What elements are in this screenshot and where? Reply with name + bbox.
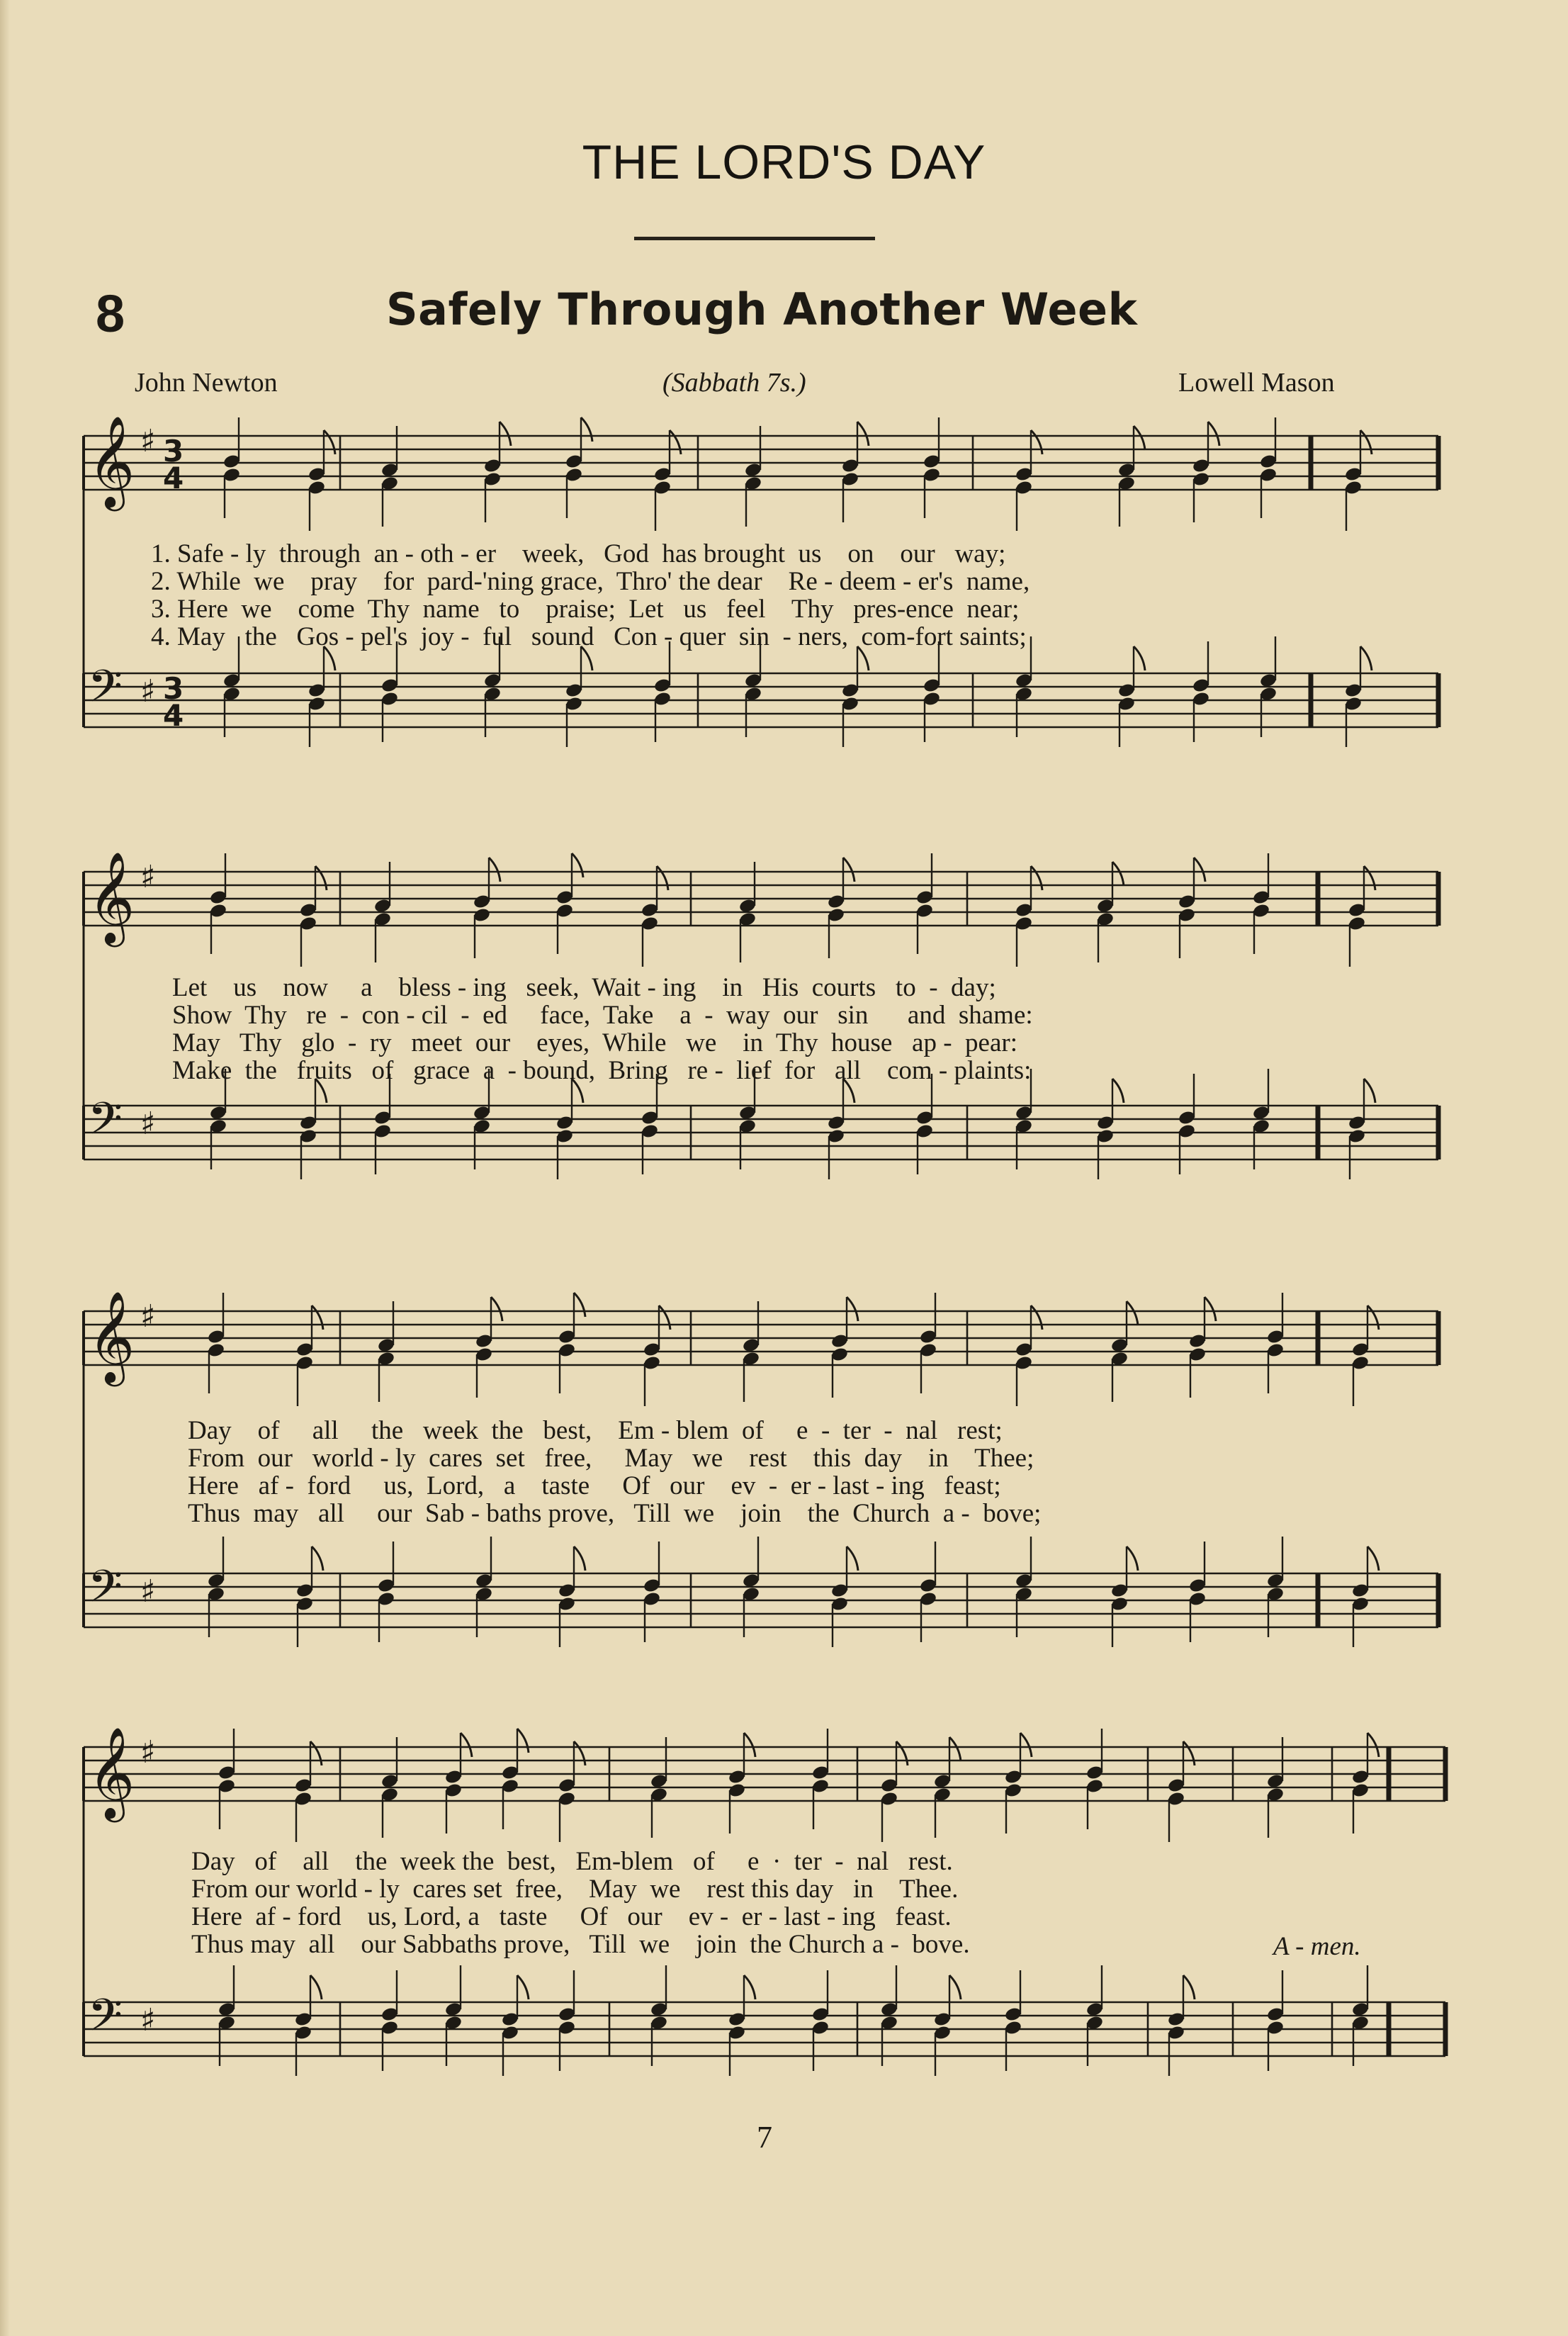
note-flag (574, 1741, 585, 1765)
note-flag (949, 1975, 961, 1999)
treble-clef-icon: 𝄞 (88, 1726, 135, 1819)
treble-clef-icon: 𝄞 (88, 1291, 135, 1383)
sharp-icon: ♯ (140, 673, 156, 709)
lyrics-verse-4: 4. May the Gos - pel's joy - ful sound Con - quer sin - ners, com-fort saints; (151, 622, 1027, 651)
lyrics-verse-4: Make the fruits of grace a - bound, Bring re - lief for all com - plaints: (172, 1056, 1032, 1085)
note-flag (572, 853, 583, 877)
note-flag (1183, 1741, 1195, 1765)
time-signature: 3 (163, 434, 184, 468)
lyrics-verse-3: Here af - ford us, Lord, a taste Of our ev - er - last - ing feast; (188, 1471, 1001, 1500)
note-flag (581, 417, 592, 442)
note-flag (461, 1733, 472, 1757)
lyrics-verse-3: May Thy glo - ry meet our eyes, While we in Thy house ap - pear: (172, 1028, 1017, 1057)
lyrics-verse-4: Thus may all our Sab - baths prove, Till we join the Church a - bove; (188, 1499, 1042, 1528)
treble-staff (84, 415, 1438, 531)
note-flag (500, 422, 511, 446)
bass-staff (84, 636, 1438, 747)
lyrics-verse-2: From our world - ly cares set free, May we rest this day in Thee. (191, 1875, 959, 1904)
note-flag (1031, 866, 1042, 890)
sharp-icon: ♯ (140, 1106, 156, 1142)
note-flag (517, 1975, 529, 1999)
bass-clef-icon: 𝄢 (88, 1092, 123, 1155)
title-divider (634, 237, 875, 240)
treble-staff (84, 1291, 1438, 1406)
note-flag (1127, 1301, 1138, 1325)
note-flag (847, 1546, 858, 1571)
note-flag (312, 1546, 323, 1571)
note-flag (1364, 866, 1375, 890)
author-credit: John Newton (135, 368, 278, 398)
note-flag (1031, 1305, 1042, 1330)
note-flag (324, 430, 335, 454)
lyrics-verse-3: 3. Here we come Thy name to praise; Let us feel Thy pres-ence near; (151, 595, 1020, 624)
note-flag (1031, 430, 1042, 454)
lyrics-verse-1: Let us now a bless - ing seek, Wait - ing in His courts to - day; (172, 973, 996, 1002)
note-flag (1112, 862, 1124, 886)
note-flag (744, 1975, 755, 1999)
note-flag (657, 866, 668, 890)
lyrics-verse-2: From our world - ly cares set free, May we rest this day in Thee; (188, 1444, 1034, 1473)
treble-clef-icon: 𝄞 (88, 851, 135, 943)
note-flag (1367, 1305, 1379, 1330)
sharp-icon: ♯ (140, 1573, 156, 1610)
sharp-icon: ♯ (140, 2002, 156, 2038)
note-flag (1183, 1975, 1195, 1999)
note-flag (310, 1741, 322, 1765)
amen-text: A - men. (1273, 1932, 1361, 1961)
treble-staff (84, 851, 1438, 967)
music-system-3 (0, 1276, 1568, 1658)
lyrics-verse-1: Day of all the week the best, Em-blem of e · ter - nal rest. (191, 1847, 953, 1876)
note-flag (857, 422, 869, 446)
hymn-title: Safely Through Another Week (386, 283, 1138, 335)
note-flag (1367, 1733, 1379, 1757)
note-flag (1134, 426, 1145, 450)
note-flag (489, 858, 500, 882)
bass-clef-icon: 𝄢 (88, 660, 123, 723)
bass-clef-icon: 𝄢 (88, 1989, 123, 2052)
sharp-icon: ♯ (140, 1734, 156, 1770)
note-flag (312, 1305, 323, 1330)
note-flag (1360, 430, 1372, 454)
sharp-icon: ♯ (140, 1298, 156, 1335)
note-flag (843, 858, 854, 882)
note-flag (517, 1729, 529, 1753)
hymn-number: 8 (96, 284, 125, 343)
note-flag (315, 866, 327, 890)
lyrics-verse-1: Day of all the week the best, Em - blem of e - ter - nal rest; (188, 1416, 1003, 1445)
note-flag (1205, 1297, 1216, 1321)
note-flag (949, 1737, 961, 1761)
note-flag (1134, 646, 1145, 670)
lyrics-verse-2: 2. While we pray for pard-'ning grace, Thro' the dear Re - deem - er's name, (151, 567, 1030, 596)
time-signature: 3 (163, 671, 184, 706)
bass-staff (84, 1537, 1438, 1647)
lyrics-verse-1: 1. Safe - ly through an - oth - er week, God has brought us on our way; (151, 539, 1006, 568)
note-flag (1127, 1546, 1138, 1571)
treble-clef-icon: 𝄞 (88, 415, 135, 507)
music-system-1 (0, 411, 1568, 765)
note-flag (896, 1741, 908, 1765)
note-flag (1367, 1546, 1379, 1571)
note-flag (491, 1297, 502, 1321)
tune-name: (Sabbath 7s.) (662, 368, 806, 398)
bass-clef-icon: 𝄢 (88, 1560, 123, 1623)
note-flag (659, 1305, 670, 1330)
section-title: THE LORD'S DAY (582, 135, 986, 189)
composer-credit: Lowell Mason (1178, 368, 1335, 398)
lyrics-verse-4: Thus may all our Sabbaths prove, Till we join the Church a - bove. (191, 1930, 970, 1959)
note-flag (847, 1297, 858, 1321)
note-flag (1020, 1733, 1032, 1757)
sharp-icon: ♯ (140, 859, 156, 895)
time-signature: 4 (163, 461, 184, 495)
music-system-4 (0, 1708, 1568, 2112)
time-signature: 4 (163, 698, 184, 733)
note-flag (744, 1733, 755, 1757)
note-flag (310, 1975, 322, 1999)
note-flag (574, 1293, 585, 1317)
bass-staff (84, 1069, 1438, 1179)
note-flag (1364, 1079, 1375, 1103)
note-flag (1112, 1079, 1124, 1103)
treble-staff (84, 1726, 1445, 1842)
note-flag (670, 430, 681, 454)
note-flag (1208, 422, 1219, 446)
note-flag (1360, 646, 1372, 670)
bass-staff (84, 1965, 1445, 2076)
page-number: 7 (757, 2120, 772, 2155)
sharp-icon: ♯ (140, 423, 156, 459)
music-system-2 (0, 843, 1568, 1219)
lyrics-verse-3: Here af - ford us, Lord, a taste Of our ev - er - last - ing feast. (191, 1902, 952, 1931)
lyrics-verse-2: Show Thy re - con - cil - ed face, Take a - way our sin and shame: (172, 1001, 1033, 1030)
note-flag (1194, 858, 1205, 882)
note-flag (574, 1546, 585, 1571)
